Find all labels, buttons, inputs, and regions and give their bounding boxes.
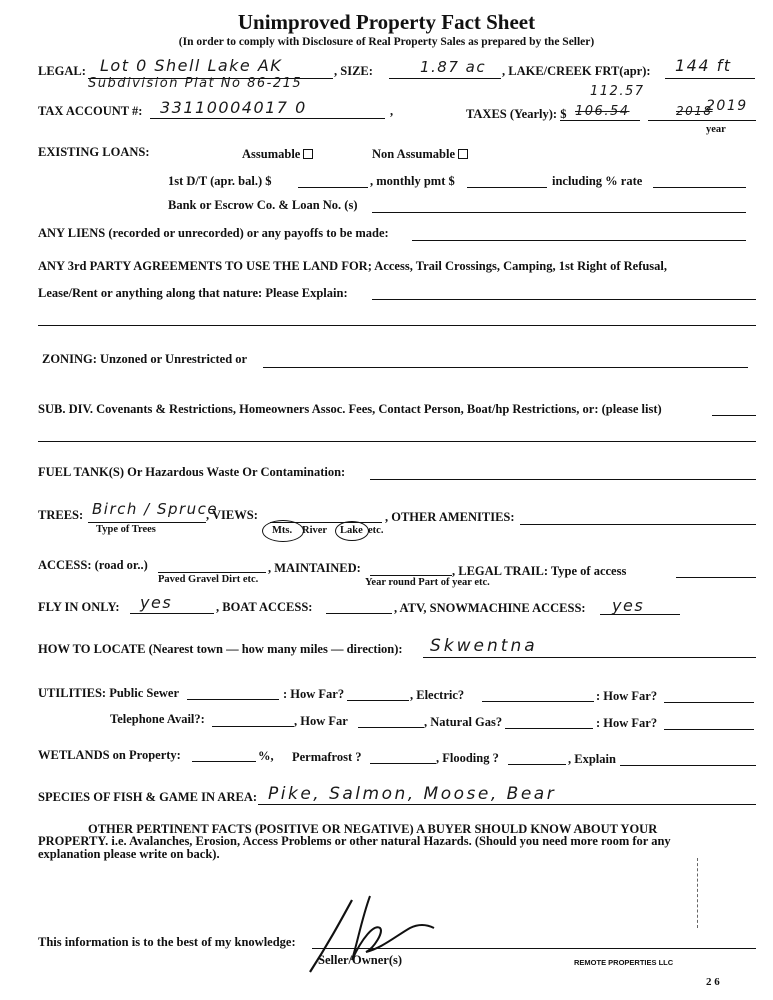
legal-trail-field[interactable]	[676, 577, 756, 578]
locate-value[interactable]: Skwentna	[430, 636, 538, 656]
species-line	[258, 804, 756, 805]
zoning-field[interactable]	[263, 367, 748, 368]
maintained-caption: Year round Part of year etc.	[365, 577, 490, 588]
taxes-old-value: 106.54	[575, 104, 630, 119]
legal-value-line1[interactable]: Lot 0 Shell Lake AK	[100, 56, 283, 75]
fly-in-value[interactable]: yes	[140, 593, 173, 612]
legal-value-line2[interactable]: Subdivision Plat No 86-215	[88, 76, 303, 91]
other-facts-line3: explanation please write on back).	[38, 847, 220, 861]
frontage-value[interactable]: 144 ft	[675, 56, 732, 75]
seller-owner-label: Seller/Owner(s)	[318, 953, 403, 967]
wetlands-percent: %,	[258, 749, 274, 763]
views-lake-circle	[335, 521, 369, 541]
other-facts-line1: OTHER PERTINENT FACTS (POSITIVE OR NEGATIVE) A BUYER SHOULD KNOW ABOUT YOUR	[88, 822, 658, 836]
fuel-field[interactable]	[370, 479, 756, 480]
permafrost-field[interactable]	[370, 763, 436, 764]
knowledge-label: This information is to the best of my knowledge:	[38, 935, 296, 949]
sewer-field[interactable]	[187, 699, 279, 700]
dt-balance-label: 1st D/T (apr. bal.) $	[168, 174, 272, 188]
page-subtitle: (In order to comply with Disclosure of Real Property Sales as prepared by the Seller)	[178, 36, 595, 48]
electric-field[interactable]	[482, 701, 594, 702]
access-label: ACCESS: (road or..)	[38, 558, 148, 572]
locate-label: HOW TO LOCATE (Nearest town — how many miles — direction):	[38, 642, 403, 656]
fly-in-label: FLY IN ONLY:	[38, 600, 120, 614]
gas-label: , Natural Gas?	[424, 715, 503, 729]
gas-howfar-label: : How Far?	[596, 716, 658, 730]
frontage-line	[665, 78, 755, 79]
size-label: , SIZE:	[334, 64, 373, 78]
views-option-etc: etc.	[368, 525, 384, 536]
views-option-river[interactable]: River	[302, 525, 328, 536]
tax-comma: ,	[390, 104, 394, 118]
views-option-lake[interactable]: Lake	[340, 525, 363, 536]
access-field[interactable]	[158, 572, 266, 573]
bank-label: Bank or Escrow Co. & Loan No. (s)	[168, 198, 358, 212]
boat-access-field[interactable]	[326, 613, 392, 614]
telephone-field[interactable]	[212, 726, 294, 727]
year-old-value: 2018	[676, 104, 713, 118]
subdiv-label: SUB. DIV. Covenants & Restrictions, Homeowners Assoc. Fees, Contact Person, Boat/hp Restrictions, or: (please list)	[38, 402, 662, 416]
monthly-pmt-label: , monthly pmt $	[370, 174, 455, 188]
trees-caption: Type of Trees	[96, 524, 156, 535]
liens-label: ANY LIENS (recorded or unrecorded) or any payoffs to be made:	[38, 226, 389, 240]
page-title: Unimproved Property Fact Sheet	[237, 10, 536, 34]
trees-line	[88, 522, 206, 523]
fly-in-line	[130, 613, 214, 614]
wetlands-field[interactable]	[192, 761, 256, 762]
agreements-line1: ANY 3rd PARTY AGREEMENTS TO USE THE LAND FOR; Access, Trail Crossings, Camping, 1st Right of Refusal,	[38, 259, 668, 273]
year-new-value[interactable]: 2019	[706, 98, 748, 114]
locate-line	[423, 657, 756, 658]
tax-account-line	[150, 118, 385, 119]
trees-value[interactable]: Birch / Spruce	[92, 500, 219, 518]
sewer-howfar-label: : How Far?	[283, 687, 345, 701]
year-line	[648, 120, 756, 121]
electric-howfar-label: : How Far?	[596, 689, 658, 703]
sewer-howfar-field[interactable]	[347, 700, 409, 701]
tax-account-label: TAX ACCOUNT #:	[38, 104, 143, 118]
flooding-field[interactable]	[508, 764, 566, 765]
monthly-pmt-field[interactable]	[467, 187, 547, 188]
taxes-label: TAXES (Yearly): $	[466, 107, 567, 121]
electric-label: , Electric?	[410, 688, 465, 702]
gas-field[interactable]	[505, 728, 593, 729]
non-assumable-label: Non Assumable	[372, 147, 456, 161]
gas-howfar-field[interactable]	[664, 729, 754, 730]
species-value[interactable]: Pike, Salmon, Moose, Bear	[268, 784, 557, 804]
permafrost-label: Permafrost ?	[292, 750, 362, 764]
electric-howfar-field[interactable]	[664, 702, 754, 703]
telephone-howfar-field[interactable]	[358, 727, 424, 728]
views-label: , VIEWS:	[206, 508, 258, 522]
rate-field[interactable]	[653, 187, 746, 188]
agreements-line2: Lease/Rent or anything along that nature: Please Explain:	[38, 286, 348, 300]
frontage-label: , LAKE/CREEK FRT(apr):	[502, 64, 651, 78]
year-caption: year	[706, 124, 726, 135]
atv-access-value[interactable]: yes	[612, 596, 645, 615]
assumable-option[interactable]	[242, 147, 313, 162]
non-assumable-checkbox[interactable]	[458, 149, 468, 159]
liens-field[interactable]	[412, 240, 746, 241]
assumable-checkbox[interactable]	[303, 149, 313, 159]
page-mark: 2 6	[706, 976, 720, 988]
legal-label: LEGAL:	[38, 64, 86, 78]
trees-label: TREES:	[38, 508, 84, 522]
assumable-label: Assumable	[242, 147, 301, 161]
fuel-label: FUEL TANK(S) Or Hazardous Waste Or Contamination:	[38, 465, 346, 479]
size-line	[389, 78, 501, 79]
amenities-label: , OTHER AMENITIES:	[385, 510, 515, 524]
boat-access-label: , BOAT ACCESS:	[216, 600, 313, 614]
views-mts-circle	[262, 520, 304, 542]
views-option-mts[interactable]: Mts.	[272, 525, 293, 536]
flooding-label: , Flooding ?	[436, 751, 499, 765]
zoning-label: ZONING: Unzoned or Unrestricted or	[42, 352, 248, 366]
dt-balance-field[interactable]	[298, 187, 368, 188]
explain-field[interactable]	[620, 765, 756, 766]
taxes-new-value[interactable]: 112.57	[590, 84, 645, 99]
atv-access-label: , ATV, SNOWMACHINE ACCESS:	[394, 601, 586, 615]
agreements-field[interactable]	[372, 299, 756, 300]
access-caption: Paved Gravel Dirt etc.	[158, 574, 259, 585]
bank-field[interactable]	[372, 212, 746, 213]
size-value[interactable]: 1.87 ac	[420, 58, 487, 76]
other-facts-line2: PROPERTY. i.e. Avalanches, Erosion, Access Problems or other natural Hazards. (Should you need more room for any	[38, 834, 671, 848]
wetlands-label: WETLANDS on Property:	[38, 748, 181, 762]
species-label: SPECIES OF FISH & GAME IN AREA:	[38, 790, 258, 804]
utilities-label: UTILITIES: Public Sewer	[38, 686, 179, 700]
taxes-line	[560, 120, 640, 121]
maintained-field[interactable]	[370, 575, 452, 576]
subdiv-field-2[interactable]	[38, 441, 756, 442]
subdiv-field[interactable]	[712, 415, 756, 416]
legal-trail-label: , LEGAL TRAIL: Type of access	[452, 564, 627, 578]
margin-mark	[697, 858, 698, 928]
telephone-howfar-label: , How Far	[294, 714, 348, 728]
non-assumable-option[interactable]	[372, 147, 468, 162]
maintained-label: , MAINTAINED:	[268, 561, 361, 575]
tax-account-value[interactable]: 33110004017 0	[160, 98, 307, 117]
telephone-label: Telephone Avail?:	[110, 712, 205, 726]
rate-label: including % rate	[552, 174, 643, 188]
existing-loans-label: EXISTING LOANS:	[38, 145, 150, 159]
amenities-field[interactable]	[520, 524, 756, 525]
footer-company: REMOTE PROPERTIES LLC	[574, 958, 674, 967]
explain-label: , Explain	[568, 752, 616, 766]
agreements-field-2[interactable]	[38, 325, 756, 326]
